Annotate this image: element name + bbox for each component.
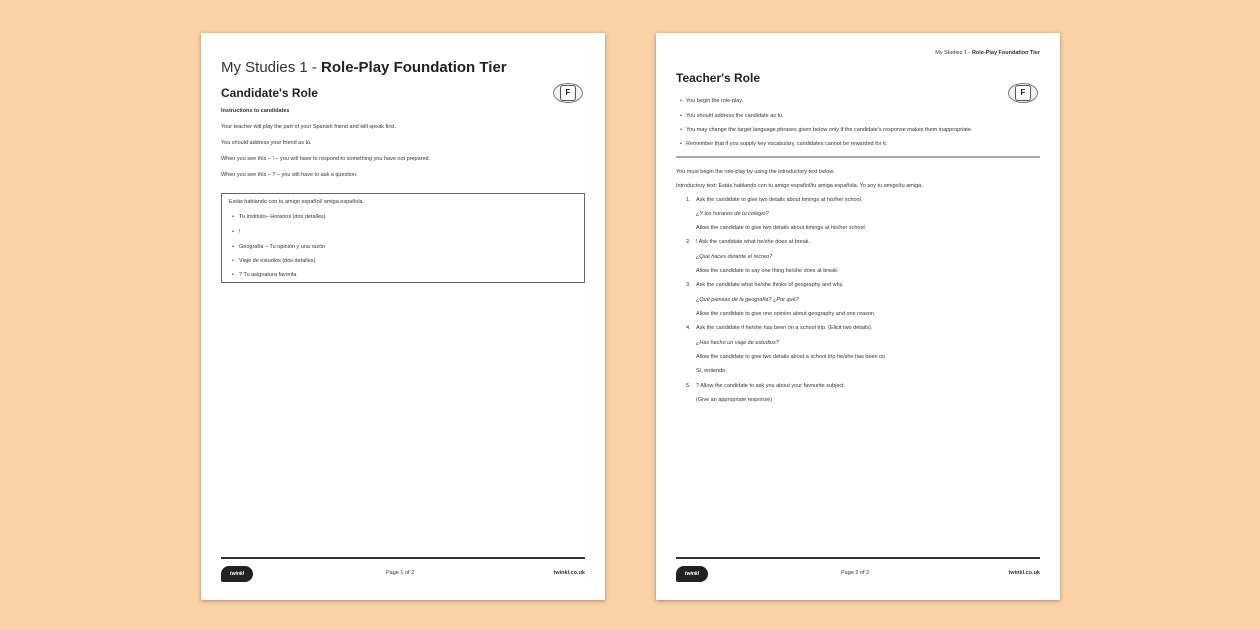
question-prompt: ? Allow the candidate to ask you about your favourite subject. (696, 383, 846, 389)
site-url: twinkl.co.uk (553, 570, 585, 576)
task-item: • ! (239, 229, 241, 235)
section-title: Teacher's Role (676, 71, 760, 85)
question-spanish: ¿Y los horarios de tu colegio? (696, 211, 769, 217)
section-divider (676, 156, 1040, 158)
tier-badge: F (1008, 83, 1038, 103)
question-prompt: Ask the candidate to give two details about timings at his/her school. (696, 197, 863, 203)
instruction-bullet: • You begin the role-play. (686, 98, 743, 104)
instruction-line: You should address your friend as tú. (221, 140, 312, 146)
instruction-bullet: • You may change the target language phrases given below only if the candidate's response makes them inappropriate. (686, 127, 972, 133)
task-box (221, 193, 585, 283)
question-response: Sí, entiendo. (696, 368, 727, 374)
task-item: • Viaje de estudios (dos detalles) (239, 258, 315, 264)
task-intro: Estás hablando con tu amigo español/ amiga española. (229, 199, 365, 205)
question-allow: Allow the candidate to say one thing he/she does at break. (696, 268, 839, 274)
question-number: 3. (686, 282, 691, 288)
question-spanish: ¿Qué piensas de la geografía? ¿Por qué? (696, 297, 799, 303)
question-response: (Give an appropriate response) (696, 397, 773, 403)
task-item: • Tu instituto– Horarios (dos detalles) (239, 214, 326, 220)
page-header: My Studies 1 - Role-Play Foundation Tier (935, 50, 1040, 56)
site-url: twinkl.co.uk (1008, 570, 1040, 576)
page-number: Page 1 of 2 (386, 570, 415, 576)
instruction-bullet: • You should address the candidate as tú. (686, 113, 784, 119)
question-allow: Allow the candidate to give one opinion about geography and one reason. (696, 311, 876, 317)
candidate-role-page (201, 33, 605, 600)
question-prompt: Ask the candidate what he/she thinks of geography and why. (696, 282, 844, 288)
instruction-line: When you see this – ? – you will have to ask a question. (221, 172, 358, 178)
section-title: Candidate's Role (221, 86, 318, 100)
question-allow: Allow the candidate to give two details about timings at his/her school. (696, 225, 867, 231)
twinkl-logo: twinkl (221, 566, 253, 582)
question-number: 1. (686, 197, 691, 203)
question-prompt: Ask the candidate if he/she has been on a school trip. (Elicit two details). (696, 325, 873, 331)
question-prompt: ! Ask the candidate what he/she does at break. (696, 239, 811, 245)
task-item: • ? Tu asignatura favorita (239, 272, 296, 278)
instruction-line: When you see this – ! – you will have to respond to something you have not prepared. (221, 156, 431, 162)
footer-divider (221, 557, 585, 559)
page-number: Page 2 of 2 (841, 570, 870, 576)
question-number: 2. (686, 239, 691, 245)
instruction-line: Your teacher will play the part of your Spanish friend and will speak first. (221, 124, 396, 130)
question-spanish: ¿Has hecho un viaje de estudios? (696, 340, 779, 346)
instruction-bullet: • Remember that if you supply key vocabulary, candidates cannot be rewarded for it. (686, 141, 887, 147)
question-allow: Allow the candidate to give two details about a school trip he/she has been on. (696, 354, 887, 360)
intro-line: You must begin the role-play by using the introductory text below. (676, 169, 835, 175)
introductory-text: Introductory text: Estás hablando con tu amigo español/tu amiga española. Yo soy tu amigo/tu amiga. (676, 183, 923, 189)
question-number: 4. (686, 325, 691, 331)
instructions-heading: Instructions to candidates (221, 108, 290, 114)
question-number: 5. (686, 383, 691, 389)
twinkl-logo: twinkl (676, 566, 708, 582)
footer-divider (676, 557, 1040, 559)
task-item: • Geografía – Tu opinión y una razón (239, 244, 325, 250)
teacher-role-page (656, 33, 1060, 600)
page-title: My Studies 1 - Role-Play Foundation Tier (221, 59, 507, 76)
question-spanish: ¿Qué haces durante el recreo? (696, 254, 773, 260)
tier-badge: F (553, 83, 583, 103)
